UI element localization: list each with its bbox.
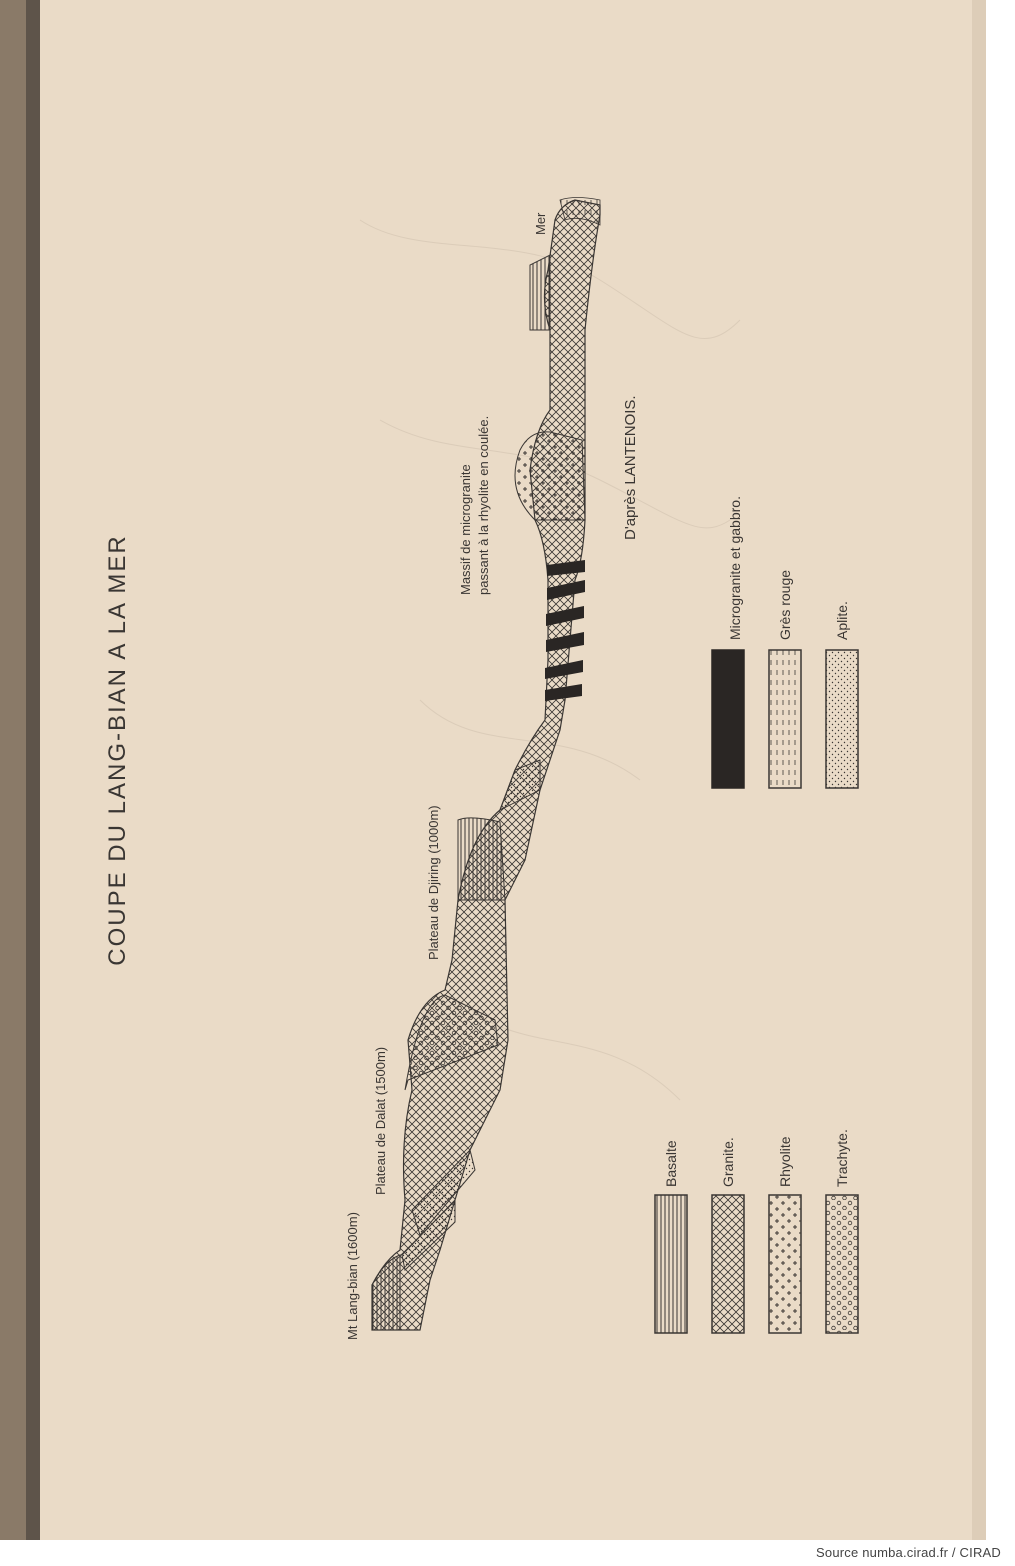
legend-swatch-trachyte	[826, 1195, 858, 1333]
label-massif-2: passant à la rhyolite en coulée.	[476, 415, 491, 595]
label-langbian: Mt Lang-bian (1600m)	[345, 1212, 360, 1340]
legend-label-granite: Granite.	[720, 1137, 736, 1187]
legend-swatch-microgranite	[712, 650, 744, 788]
legend-label-aplite: Aplite.	[834, 601, 850, 640]
basalte-djiring	[458, 818, 505, 900]
legend-label-trachyte: Trachyte.	[834, 1129, 850, 1187]
page-title: COUPE DU LANG-BIAN A LA MER	[104, 534, 131, 966]
basalte-coast	[530, 255, 550, 330]
legend-swatch-rhyolite	[769, 1195, 801, 1333]
legend-swatch-basalte	[655, 1195, 687, 1333]
legend-label-microgranite: Microgranite et gabbro.	[727, 496, 743, 640]
legend-label-basalte: Basalte	[663, 1140, 679, 1187]
label-mer: Mer	[533, 212, 548, 235]
legend-swatch-granite	[712, 1195, 744, 1333]
legend-label-gres: Grès rouge	[777, 569, 793, 640]
source-credit: Source numba.cirad.fr / CIRAD	[816, 1545, 1001, 1560]
legend-swatch-aplite	[826, 650, 858, 788]
rhyolite-massif	[515, 432, 585, 520]
legend-label-rhyolite: Rhyolite	[777, 1136, 793, 1187]
label-massif-1: Massif de microgranite	[458, 464, 473, 595]
label-dalat: Plateau de Dalat (1500m)	[373, 1046, 388, 1195]
attribution: D'après LANTENOIS.	[622, 395, 639, 540]
legend-swatch-gres	[769, 650, 801, 788]
binding-shadow	[26, 0, 42, 1540]
page-edge	[972, 0, 986, 1540]
label-djiring: Plateau de Djiring (1000m)	[426, 805, 441, 960]
